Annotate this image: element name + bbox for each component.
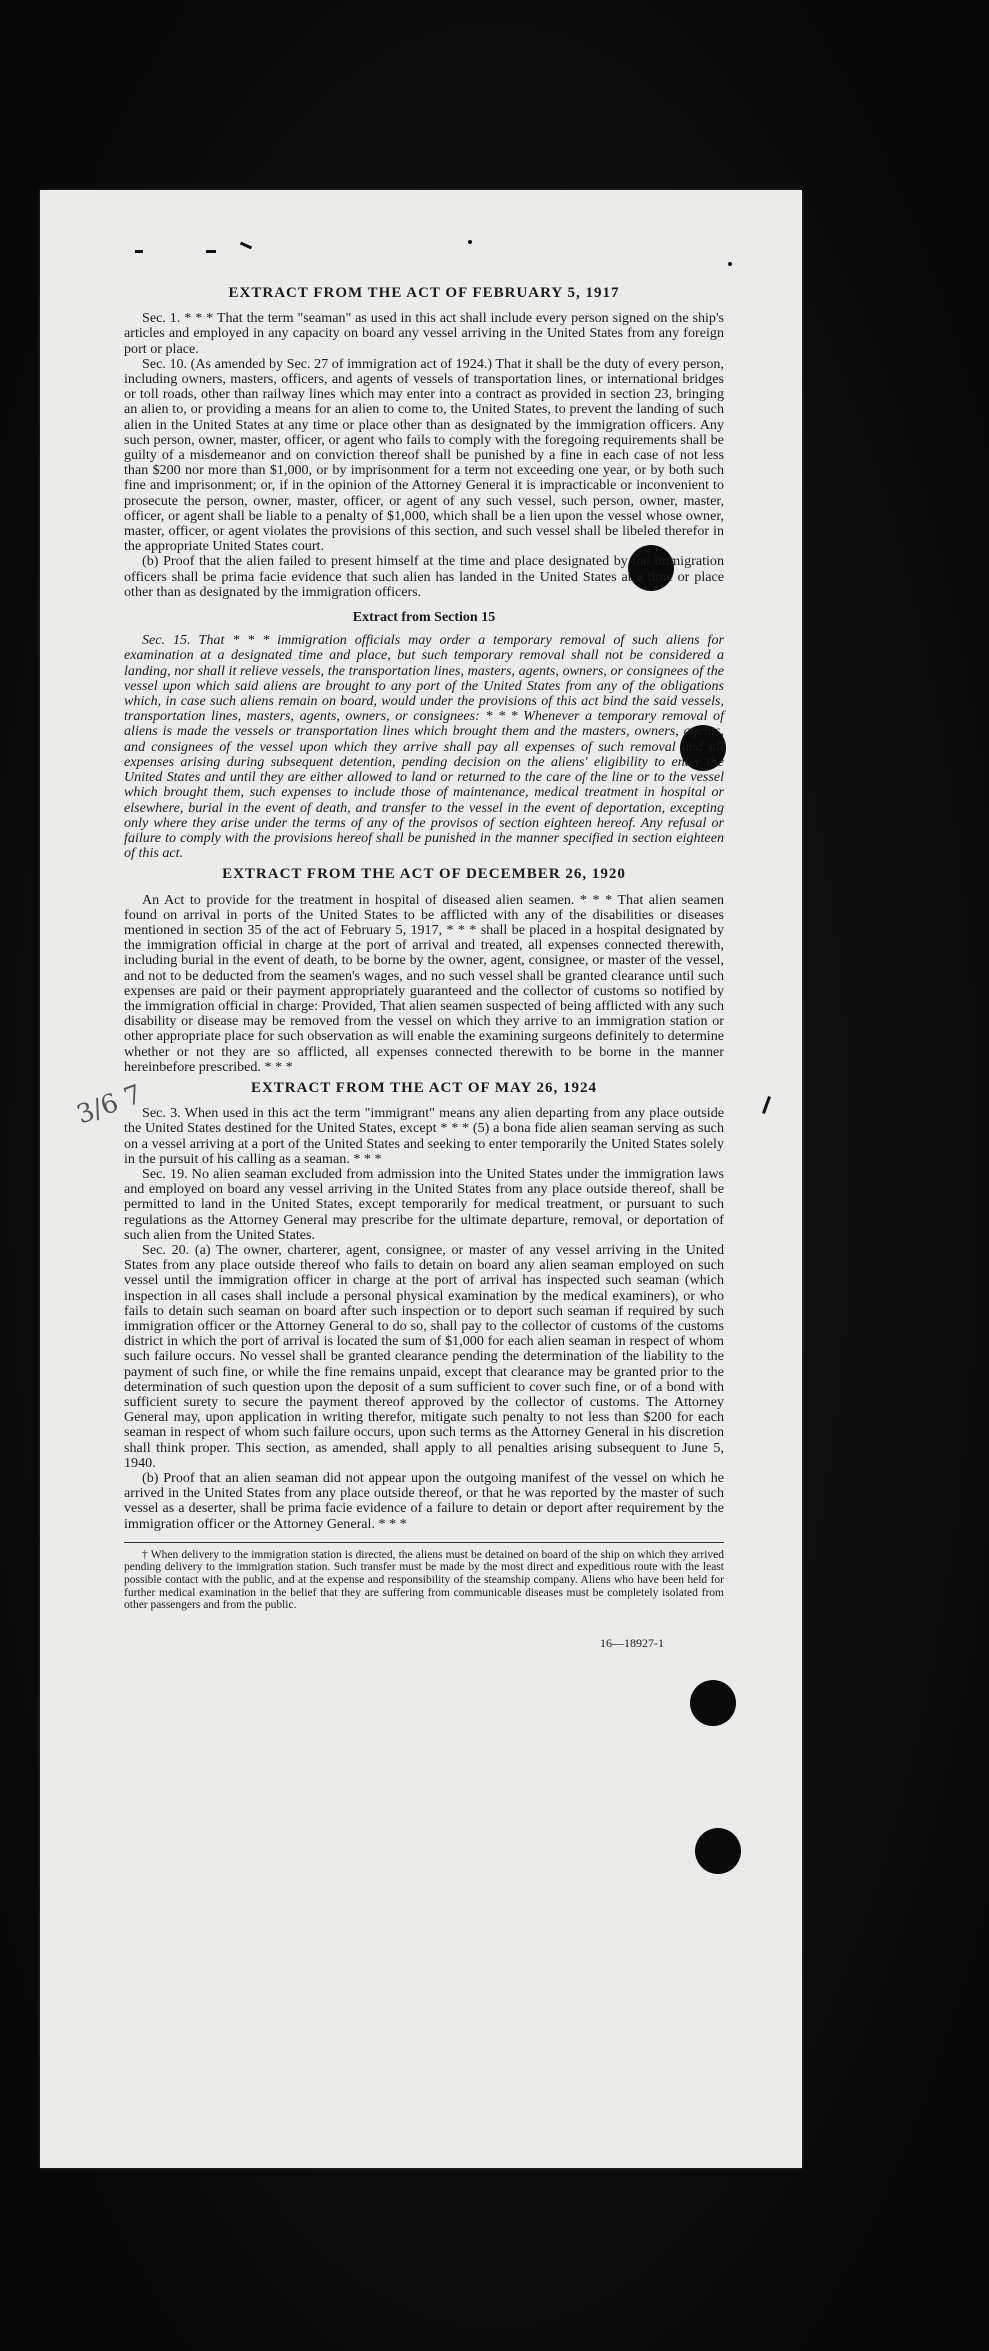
punch-hole-4 <box>695 1828 741 1874</box>
document-page <box>40 190 802 2168</box>
paragraph: Sec. 19. No alien seaman excluded from admission into the United States under the immigration laws and employed on board any vessel arriving in the United States from any place outside thereof, shall be permitted to land in the United States, except temporarily for medical treatment, or pursuant to such regulations as the Attorney General may prescribe for the ultimate departure, removal, or deportation of such alien from the United States. <box>124 1165 724 1243</box>
scan-mark-3 <box>206 250 216 253</box>
form-number: 16—18927-1 <box>600 1635 664 1650</box>
scan-mark-5 <box>728 262 732 266</box>
footnote-divider <box>124 1542 724 1543</box>
paragraph: Sec. 20. (a) The owner, charterer, agent, consignee, or master of any vessel arriving in the United States from any place outside thereof who fails to detain on board any alien seaman employed on such vessel until the immigration officer in charge at the port of arrival has inspected such seaman (which inspection in all cases shall include a personal physical examination by the medical examiners), or who fails to detain such seaman on board after such inspection or to deport such seaman if required by such immigration officer or the Attorney General to do so, shall pay to the collector of customs of the customs district in which the port of arrival is located the sum of $1,000 for each alien seaman in respect of whom such failure occurs. No vessel shall be granted clearance pending the determination of the liability to the payment of such fine, or while the fine remains unpaid, except that clearance may be granted prior to the determination of such question upon the deposit of a sum sufficient to cover such fine, or of a bond with sufficient surety to secure the payment thereof approved by the collector of customs. The Attorney General may, upon application in writing therefor, mitigate such penalty to not less than $200 for each seaman in respect of whom such failure occurs, upon such terms as the Attorney General in his discretion shall think proper. This section, as amended, shall apply to all penalties arising subsequent to June 5, 1940. <box>124 1241 724 1471</box>
paragraph: (b) Proof that an alien seaman did not appear upon the outgoing manifest of the vessel on which he arrived in the United States from any place outside thereof, or that he was reported by the master of such vessel as a deserter, shall be prima facie evidence of a failure to detain or deport after requirement by the immigration officer or the Attorney General. * * * <box>124 1470 724 1532</box>
scan-mark-4 <box>468 240 472 244</box>
scan-mark-2 <box>240 242 252 250</box>
punch-hole-3 <box>690 1680 736 1726</box>
section-title: Extract from Section 15 <box>352 610 496 626</box>
paragraph: Sec. 1. * * * That the term "seaman" as used in this act shall include every person signed on the ship's articles and employed in any capacity on board any vessel arriving in the United States from any foreign port or place. <box>124 310 724 357</box>
scan-mark-6 <box>762 1096 771 1114</box>
paragraph: Sec. 3. When used in this act the term "immigrant" means any alien departing from any place outside the United States destined for the United States, except * * * (5) a bona fide alien seaman serving as such on a vessel arriving at a port of the United States and seeking to enter temporarily the United States solely in the pursuit of his calling as a seaman. * * * <box>124 1105 724 1167</box>
paragraph: Sec. 15. That * * * immigration officials may order a temporary removal of such aliens for examination at a designated time and place, but such temporary removal shall not be considered a landing, nor shall it relieve vessels, the transportation lines, masters, agents, owners, or consignees of the vessel upon which said aliens are brought to any port of the United States from any of the obligations which, in case such aliens remain on board, would under the provisions of this act bind the said vessels, transportation lines, masters, agents, owners, or consignees: * * * Whenever a temporary removal of aliens is made the vessels or transportation lines which brought them and the masters, owners, agents, and consignees of the vessel upon which they arrive shall pay all expenses of such removal and all expenses arising during subsequent detention, pending decision on the aliens' eligibility to enter the United States and until they are either allowed to land or returned to the care of the line or to the vessel which brought them, such expenses to include those of maintenance, medical treatment in hospital or elsewhere, burial in the event of death, and transfer to the vessel in the event of deportation, excepting only where they arise under the terms of any of the provisos of section eighteen hereof. Any refusal or failure to comply with the provisions hereof shall be punished in the manner specified in section eighteen of this act. <box>124 632 724 862</box>
section-title: EXTRACT FROM THE ACT OF MAY 26, 1924 <box>250 1079 598 1096</box>
paragraph: An Act to provide for the treatment in hospital of diseased alien seamen. * * * That alien seamen found on arrival in ports of the United States to be afflicted with any of the disabilities or diseases mentioned in section 35 of the act of February 5, 1917, * * * shall be placed in a hospital designated by the immigration official in charge at the port of arrival and treated, all expenses connected therewith, including burial in the event of death, to be borne by the owner, agent, consignee, or master of the vessel, and not to be deducted from the seamen's wages, and no such vessel shall be granted clearance until such expenses are paid or their payment appropriately guaranteed and the collector of customs so notified by the immigration official in charge: Provided, That alien seamen suspected of being afflicted with any such disability or disease may be removed from the vessel on which they arrive to an immigration station or other appropriate place for such observation as will enable the examining surgeons definitely to determine whether or not they are so afflicted, all expenses connected therewith to be borne in the manner hereinbefore prescribed. * * * <box>124 891 724 1075</box>
document-content <box>124 280 724 1651</box>
scan-mark-1 <box>135 250 143 253</box>
section-title: EXTRACT FROM THE ACT OF DECEMBER 26, 1920 <box>222 866 626 883</box>
footnote: † When delivery to the immigration station is directed, the aliens must be detained on board of the ship on which they arrived pending delivery to the immigration station. Such transfer must be made by the most direct and expeditious route with the least possible contact with the public, and at the expense and responsibility of the steamship company. Aliens who have been held for further medical examination in the belief that they are suffering from communicable diseases must be completely isolated from other passengers and from the public. <box>124 1548 724 1612</box>
section-title: EXTRACT FROM THE ACT OF FEBRUARY 5, 1917 <box>228 285 620 301</box>
handwritten-mark: 3/6 7 <box>72 1079 146 1131</box>
paragraph: (b) Proof that the alien failed to present himself at the time and place designated by the immigration officers shall be prima facie evidence that such alien has landed in the United States at a time or place other than as designated by the immigration officers. <box>124 553 724 600</box>
paragraph: Sec. 10. (As amended by Sec. 27 of immigration act of 1924.) That it shall be the duty of every person, including owners, masters, officers, and agents of vessels of transportation lines, or international bridges or toll roads, other than railway lines which may enter into a contract as provided in section 23, bringing an alien to, or providing a means for an alien to come to, the United States, to prevent the landing of such alien in the United States at any time or place other than as designated by the immigration officers. Any such person, owner, master, officer, or agent who fails to comply with the foregoing requirements shall be guilty of a misdemeanor and on conviction thereof shall be punished by a fine in each case of not less than $200 nor more than $1,000, or by imprisonment for a term not exceeding one year, or by both such fine and imprisonment; or, if in the opinion of the Attorney General it is impracticable or inconvenient to prosecute the person, owner, master, officer, or agent of any such vessel, such person, owner, master, officer, or agent shall be liable to a penalty of $1,000, which shall be a lien upon the vessel whose owner, master, officer, or agent violates the provisions of this section, and such vessel shall be libeled therefor in the appropriate United States court. <box>124 355 724 555</box>
